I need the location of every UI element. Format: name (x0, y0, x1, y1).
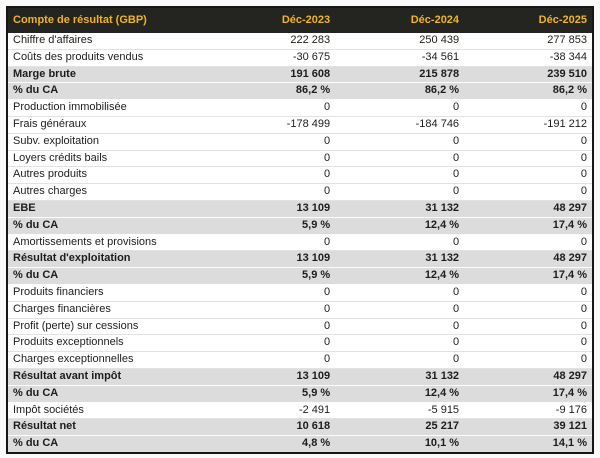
income-statement-table (6, 6, 594, 454)
row-value: 12,4 % (335, 385, 464, 402)
row-value: 0 (335, 301, 464, 318)
table-row (7, 150, 593, 167)
row-label: Autres charges (7, 184, 206, 201)
row-value: 0 (335, 100, 464, 117)
row-value: 25 217 (335, 419, 464, 436)
row-value: 0 (464, 352, 593, 369)
row-value: 13 109 (206, 368, 335, 385)
row-value: 31 132 (335, 200, 464, 217)
row-label: % du CA (7, 436, 206, 453)
table-row (7, 301, 593, 318)
row-value: 0 (464, 301, 593, 318)
row-value: 0 (206, 133, 335, 150)
row-value: 17,4 % (464, 268, 593, 285)
row-value: -191 212 (464, 116, 593, 133)
table-row (7, 116, 593, 133)
table-row (7, 33, 593, 49)
row-value: 5,9 % (206, 268, 335, 285)
row-value: 0 (335, 318, 464, 335)
table-row-subtotal (7, 385, 593, 402)
row-value: 17,4 % (464, 217, 593, 234)
row-label: Résultat net (7, 419, 206, 436)
row-value: 0 (464, 150, 593, 167)
row-value: 0 (464, 234, 593, 251)
row-label: % du CA (7, 268, 206, 285)
row-value: 0 (335, 133, 464, 150)
row-label: Coûts des produits vendus (7, 49, 206, 66)
row-value: 0 (206, 100, 335, 117)
column-header-dec-2024: Déc-2024 (335, 7, 464, 33)
row-value: 0 (335, 150, 464, 167)
row-value: 191 608 (206, 66, 335, 83)
row-label: Impôt sociétés (7, 402, 206, 419)
row-value: 10 618 (206, 419, 335, 436)
row-value: 0 (464, 335, 593, 352)
table-row-subtotal (7, 419, 593, 436)
row-value: -9 176 (464, 402, 593, 419)
row-value: 215 878 (335, 66, 464, 83)
row-label: Amortissements et provisions (7, 234, 206, 251)
table-row-subtotal (7, 368, 593, 385)
row-value: 86,2 % (206, 83, 335, 100)
row-value: 5,9 % (206, 385, 335, 402)
row-value: 48 297 (464, 200, 593, 217)
table-row (7, 284, 593, 301)
table-row-subtotal (7, 83, 593, 100)
row-value: 0 (335, 234, 464, 251)
table-row (7, 184, 593, 201)
row-label: % du CA (7, 217, 206, 234)
row-value: 0 (206, 234, 335, 251)
row-label: EBE (7, 200, 206, 217)
table-row-subtotal (7, 217, 593, 234)
table-body (7, 33, 593, 453)
row-value: -30 675 (206, 49, 335, 66)
table-row (7, 234, 593, 251)
row-value: 0 (206, 184, 335, 201)
table-row-subtotal (7, 436, 593, 453)
row-value: 0 (335, 184, 464, 201)
row-value: -34 561 (335, 49, 464, 66)
row-value: 0 (464, 184, 593, 201)
row-label: Charges financières (7, 301, 206, 318)
row-value: 0 (464, 284, 593, 301)
row-label: % du CA (7, 385, 206, 402)
row-value: 0 (206, 284, 335, 301)
row-label: Chiffre d'affaires (7, 33, 206, 49)
row-label: Autres produits (7, 167, 206, 184)
table-row (7, 335, 593, 352)
row-value: 5,9 % (206, 217, 335, 234)
row-value: 12,4 % (335, 268, 464, 285)
row-value: 0 (206, 318, 335, 335)
row-value: -38 344 (464, 49, 593, 66)
row-value: 0 (464, 167, 593, 184)
row-value: 86,2 % (464, 83, 593, 100)
row-value: 39 121 (464, 419, 593, 436)
row-label: Loyers crédits bails (7, 150, 206, 167)
row-value: -2 491 (206, 402, 335, 419)
row-value: 13 109 (206, 200, 335, 217)
row-value: 250 439 (335, 33, 464, 49)
column-header-dec-2025: Déc-2025 (464, 7, 593, 33)
column-header-dec-2023: Déc-2023 (206, 7, 335, 33)
row-value: 86,2 % (335, 83, 464, 100)
table-row (7, 352, 593, 369)
row-label: Résultat d'exploitation (7, 251, 206, 268)
row-label: % du CA (7, 83, 206, 100)
row-value: 0 (206, 352, 335, 369)
table-title: Compte de résultat (GBP) (7, 7, 206, 33)
row-value: 0 (335, 167, 464, 184)
row-value: 0 (464, 133, 593, 150)
row-value: -5 915 (335, 402, 464, 419)
table-row-subtotal (7, 251, 593, 268)
table-row-subtotal (7, 200, 593, 217)
row-value: 0 (464, 100, 593, 117)
row-value: 0 (335, 335, 464, 352)
row-value: 0 (206, 301, 335, 318)
table-header-row (7, 7, 593, 33)
row-value: 48 297 (464, 368, 593, 385)
row-label: Profit (perte) sur cessions (7, 318, 206, 335)
row-value: -178 499 (206, 116, 335, 133)
row-value: -184 746 (335, 116, 464, 133)
table-row (7, 100, 593, 117)
table-row (7, 49, 593, 66)
row-value: 31 132 (335, 251, 464, 268)
row-value: 17,4 % (464, 385, 593, 402)
row-label: Subv. exploitation (7, 133, 206, 150)
row-value: 31 132 (335, 368, 464, 385)
row-value: 12,4 % (335, 217, 464, 234)
table-row (7, 133, 593, 150)
row-label: Produits financiers (7, 284, 206, 301)
row-value: 222 283 (206, 33, 335, 49)
row-label: Produits exceptionnels (7, 335, 206, 352)
row-value: 0 (206, 335, 335, 352)
row-label: Production immobilisée (7, 100, 206, 117)
row-value: 0 (206, 167, 335, 184)
row-label: Marge brute (7, 66, 206, 83)
row-value: 48 297 (464, 251, 593, 268)
row-value: 0 (206, 150, 335, 167)
row-value: 4,8 % (206, 436, 335, 453)
row-value: 13 109 (206, 251, 335, 268)
table-row (7, 318, 593, 335)
table-row-subtotal (7, 268, 593, 285)
row-value: 0 (464, 318, 593, 335)
row-value: 10,1 % (335, 436, 464, 453)
row-label: Frais généraux (7, 116, 206, 133)
row-label: Charges exceptionnelles (7, 352, 206, 369)
row-value: 239 510 (464, 66, 593, 83)
row-value: 277 853 (464, 33, 593, 49)
row-value: 0 (335, 352, 464, 369)
table-row (7, 167, 593, 184)
table-row (7, 402, 593, 419)
row-label: Résultat avant impôt (7, 368, 206, 385)
table-row-subtotal (7, 66, 593, 83)
row-value: 0 (335, 284, 464, 301)
row-value: 14,1 % (464, 436, 593, 453)
